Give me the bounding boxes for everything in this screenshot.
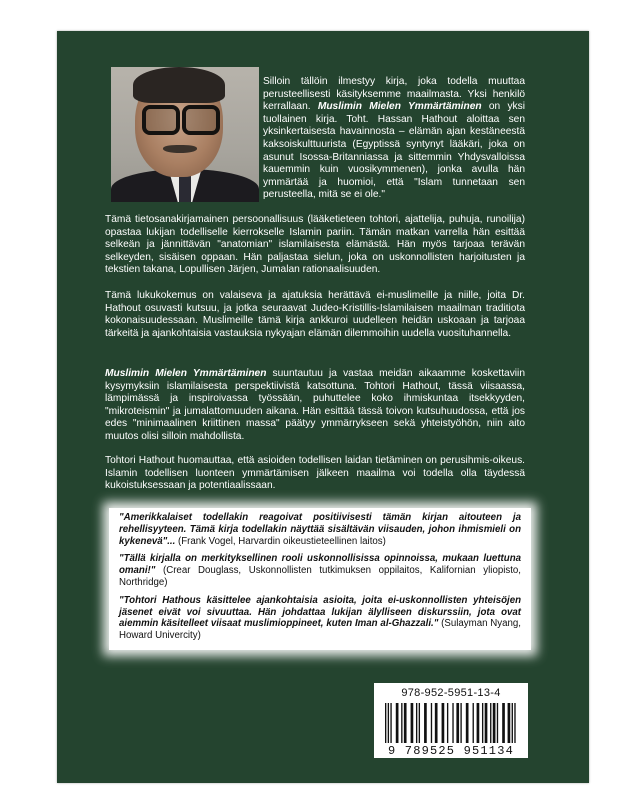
barcode-bar <box>452 703 453 743</box>
barcode-bar <box>385 703 386 743</box>
photo-glasses-right <box>182 105 220 135</box>
quote-text: "Tällä kirjalla on merkityksellinen rooli uskonnollisissa opinnoissa, mukaan luettuna omani!" <box>119 553 521 577</box>
isbn-number: 978-952-5951-13-4 <box>401 687 501 699</box>
endorsement-quote <box>119 553 521 588</box>
body-paragraph-1: Tämä tietosanakirjamainen persoonallisuus (lääketieteen tohtori, ajattelija, puhuja, runoilija) opastaa lukijan todelliselle kierrokselle Islamin pariin. Tämän matkan varrella hän esittää selkeän ja jännittävän "anatomian" islamilaisesta elämästä. Hän myös tarjoaa terävän selkeyden, sisäisen oppaan. Hän paljastaa sielun, joka on uskonnollisten harjoitusten ja tekstien takana, Lopullisen Järjen, Jumalan rationaalisuuden. <box>105 214 525 276</box>
intro-text-1: Silloin tällöin ilmestyy kirja, joka todella muuttaa perusteellisesti käsityksemme maailmasta. Yksi henkilö kerrallaan. <box>263 76 525 113</box>
barcode-digits: 9 789525 951134 <box>387 744 515 758</box>
barcode-bar <box>485 703 488 743</box>
barcode-bar <box>497 703 498 743</box>
barcode-bar <box>482 703 483 743</box>
intro-paragraph <box>263 76 525 202</box>
p3-book-title: Muslimin Mielen Ymmärtäminen <box>105 368 267 379</box>
photo-glasses-left <box>142 105 180 135</box>
barcode-bar <box>416 703 417 743</box>
endorsements-box <box>109 508 531 650</box>
quote-source: (Crear Douglass, Uskonnollisten tutkimuksen oppilaitos, Kalifornian yliopisto, Northridge) <box>119 565 521 588</box>
barcode-bar <box>460 703 461 743</box>
barcode-bar <box>435 703 438 743</box>
photo-tie <box>179 175 191 202</box>
book-back-cover <box>57 31 589 783</box>
author-photo <box>111 67 259 202</box>
body-paragraph-4: Tohtori Hathout huomauttaa, että asioiden todellisen laidan tietäminen on perusihmis-oikeus. Islamin todellisen luonteen ymmärtämisen jälkeen maailma voi todella olla täydessä kukoistuksessaan ja potentiaalissaan. <box>105 455 525 492</box>
barcode-bar <box>442 703 445 743</box>
barcode-bar <box>424 703 427 743</box>
barcode-bar <box>401 703 402 743</box>
barcode-bar <box>419 703 420 743</box>
barcode-bar <box>390 703 391 743</box>
barcode-bar <box>388 703 389 743</box>
barcode-bar <box>404 703 407 743</box>
endorsement-quote <box>119 512 521 547</box>
barcode-bars <box>383 703 519 743</box>
quote-source: (Frank Vogel, Harvardin oikeustieteellinen laitos) <box>175 535 386 547</box>
barcode-bar <box>473 703 474 743</box>
barcode-bar <box>514 703 515 743</box>
barcode-bar <box>396 703 399 743</box>
barcode-bar <box>466 703 469 743</box>
body-paragraph-2: Tämä lukukokemus on valaiseva ja ajatuksia herättävä ei-muslimeille ja niille, joita Dr. Hathout osuvasti kutsuu, ja jotka seuraavat Judeo-Kristillis-Islamilaisen maailman traditiota kokonaisuudessaan. Muslimeille tämä kirja ankkuroi uudelleen heidän uskoaan ja tarjoaa tärkeitä ja ajankohtaisia vastauksia nykyajan elämän dilemmoihin uudella vuosituhannella. <box>105 290 525 339</box>
body-paragraph-3 <box>105 368 525 444</box>
barcode-bar <box>431 703 432 743</box>
quote-text: "Amerikkalaiset todellakin reagoivat positiivisesti tämän kirjan aitouteen ja rehellisyyteen. Tämä kirja todellakin näyttää sisältävän viisauden, johon ihmismieli on kykenevä"... <box>119 512 521 547</box>
barcode-bar <box>411 703 414 743</box>
barcode-bar <box>493 703 496 743</box>
intro-text-2: on yksi tuollainen kirja. Toht. Hassan Hathout aloittaa sen yksinkertaisesta havainnosta – elämän ajan kestäneestä kaksoiskulttuurista (Egyptissä syntynyt lääkäri, joka on asunut Isossa-Britanniassa ja sittemmin Yhdysvalloissa kauemmin kuin vuosikymmenen), jonka avulla hän ymmärtää ja huomioi, että "Islam tunnetaan sen perusteella, mitä se ei ole." <box>263 101 525 201</box>
isbn-barcode <box>374 683 528 758</box>
barcode-bar <box>447 703 448 743</box>
p3-text: suuntautuu ja vastaa meidän aikaamme koskettaviin kysymyksiin islamilaisesta perspektiivistä katsottuna. Tohtori Hathout, tässä viisaassa, lämpimässä ja inspiroivassa työssään, puhuttelee koko ihmiskuntaa itsekkyyden, "mikroteismin" ja jumalattomuuden aikana. Hän esittää tässä toivon kutsuhuudossa, että jos edes "minimaalinen kriittinen massa" päätyy ymmärrykseen sekä yhteistyöhön, niin aito muutos olisi silloin mahdollista. <box>105 368 525 442</box>
barcode-bar <box>490 703 491 743</box>
intro-book-title: Muslimin Mielen Ymmärtäminen <box>317 101 482 113</box>
barcode-bar <box>456 703 459 743</box>
photo-mustache <box>163 145 197 153</box>
barcode-bar <box>508 703 511 743</box>
endorsement-quote <box>119 595 521 642</box>
barcode-bar <box>477 703 480 743</box>
photo-hair <box>133 67 225 103</box>
quote-source: (Sulayman Nyang, Howard Univercity) <box>119 618 521 642</box>
barcode-bar <box>502 703 505 743</box>
quote-text: "Tohtori Hathous käsittelee ajankohtaisia asioita, joita ei-uskonnollisten yhteisöjen jäsenet eivät voi sivuuttaa. Hän johdattaa lukijan älylliseen diskurssiin, jota ovat aiemmin käsitelleet viisaat muslimioppineet, kuten Iman al-Ghazzali." <box>119 594 521 630</box>
barcode-bar <box>512 703 513 743</box>
